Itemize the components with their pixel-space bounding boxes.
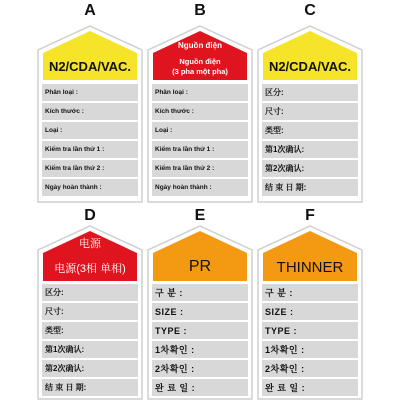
tag-d-top-band: [42, 234, 138, 252]
tag-f-row: 구 분 :: [262, 284, 358, 301]
tag-a-band: [42, 53, 138, 80]
tag-d-row: 区分:: [42, 284, 138, 301]
tag-a-row: Kiểm tra lần thứ 2 :: [42, 160, 138, 177]
tag-b-top-text: Nguồn điện: [178, 40, 222, 50]
tag-b-subtitle: (3 pha một pha): [172, 66, 228, 76]
tag-a-rows: [42, 84, 138, 198]
tag-b-title: Nguồn điện: [179, 56, 221, 66]
tag-c-row: 结 束 日 期:: [262, 179, 358, 196]
tag-c-row: 第1次确认:: [262, 141, 358, 158]
tag-b: [146, 24, 254, 204]
tag-f: [256, 224, 364, 400]
tag-d-row: 第1次确认:: [42, 341, 138, 358]
tag-f-row: SIZE :: [262, 303, 358, 320]
tag-f-rows: [262, 284, 358, 398]
tag-c: [256, 24, 364, 204]
tag-a-row: Kích thước :: [42, 103, 138, 120]
tag-c-letter: C: [304, 2, 316, 19]
tag-c-rows: [262, 84, 358, 198]
tag-c-row: 类型:: [262, 122, 358, 139]
tag-d-row: 第2次确认:: [42, 360, 138, 377]
tag-d-row: 结 束 日 期:: [42, 379, 138, 396]
tag-b-row: Kiểm tra lần thứ 2 :: [152, 160, 248, 177]
tag-e-row: 2차확인 :: [152, 360, 248, 377]
tag-d-row: 尺寸:: [42, 303, 138, 320]
tag-d-title: 电源(3相 单相): [54, 263, 126, 275]
tag-e-row: TYPE :: [152, 322, 248, 339]
tag-d-top-text: 电源: [79, 238, 101, 250]
tag-e: [146, 224, 254, 400]
tag-e-title: PR: [188, 258, 212, 275]
tag-f-row: TYPE :: [262, 322, 358, 339]
tag-a-row: Kiểm tra lần thứ 1 :: [42, 141, 138, 158]
tag-d-letter: D: [84, 207, 96, 224]
tag-f-title: THINNER: [276, 258, 344, 276]
tag-b-top-band: [152, 38, 248, 52]
tag-b-row: Phân loại :: [152, 84, 248, 101]
tag-a-letter: A: [84, 2, 96, 19]
tag-b-band: [152, 53, 248, 80]
tag-c-title: N2/CDA/VAC.: [268, 59, 352, 74]
tag-e-row: SIZE :: [152, 303, 248, 320]
tag-a-row: Loại :: [42, 122, 138, 139]
tag-a: [36, 24, 144, 204]
tag-e-letter: E: [194, 207, 206, 224]
tag-a-title: N2/CDA/VAC.: [48, 59, 132, 74]
tag-a-row: Ngày hoàn thành :: [42, 179, 138, 196]
tag-c-row: 第2次确认:: [262, 160, 358, 177]
tag-d: [36, 224, 144, 400]
tag-f-row: 완 료 일 :: [262, 379, 358, 396]
tag-d-row: 类型:: [42, 322, 138, 339]
tag-d-rows: [42, 284, 138, 398]
tag-a-row: Phân loại :: [42, 84, 138, 101]
tag-b-rows: [152, 84, 248, 198]
tag-e-rows: [152, 284, 248, 398]
tag-f-letter: F: [305, 207, 315, 224]
tag-b-row: Loại :: [152, 122, 248, 139]
tag-e-band: [152, 253, 248, 281]
tag-c-band: [262, 53, 358, 80]
tag-e-row: 구 분 :: [152, 284, 248, 301]
tag-b-row: Kiểm tra lần thứ 1 :: [152, 141, 248, 158]
tag-f-row: 1차확인 :: [262, 341, 358, 358]
tag-d-band: [42, 255, 138, 281]
tag-b-row: Ngày hoàn thành :: [152, 179, 248, 196]
tag-c-row: 尺寸:: [262, 103, 358, 120]
tag-e-row: 1차확인 :: [152, 341, 248, 358]
tag-e-row: 완 료 일 :: [152, 379, 248, 396]
tag-f-band: [262, 253, 358, 281]
tag-f-row: 2차확인 :: [262, 360, 358, 377]
tag-b-letter: B: [194, 2, 206, 19]
tag-c-row: 区分:: [262, 84, 358, 101]
tag-b-row: Kích thước :: [152, 103, 248, 120]
